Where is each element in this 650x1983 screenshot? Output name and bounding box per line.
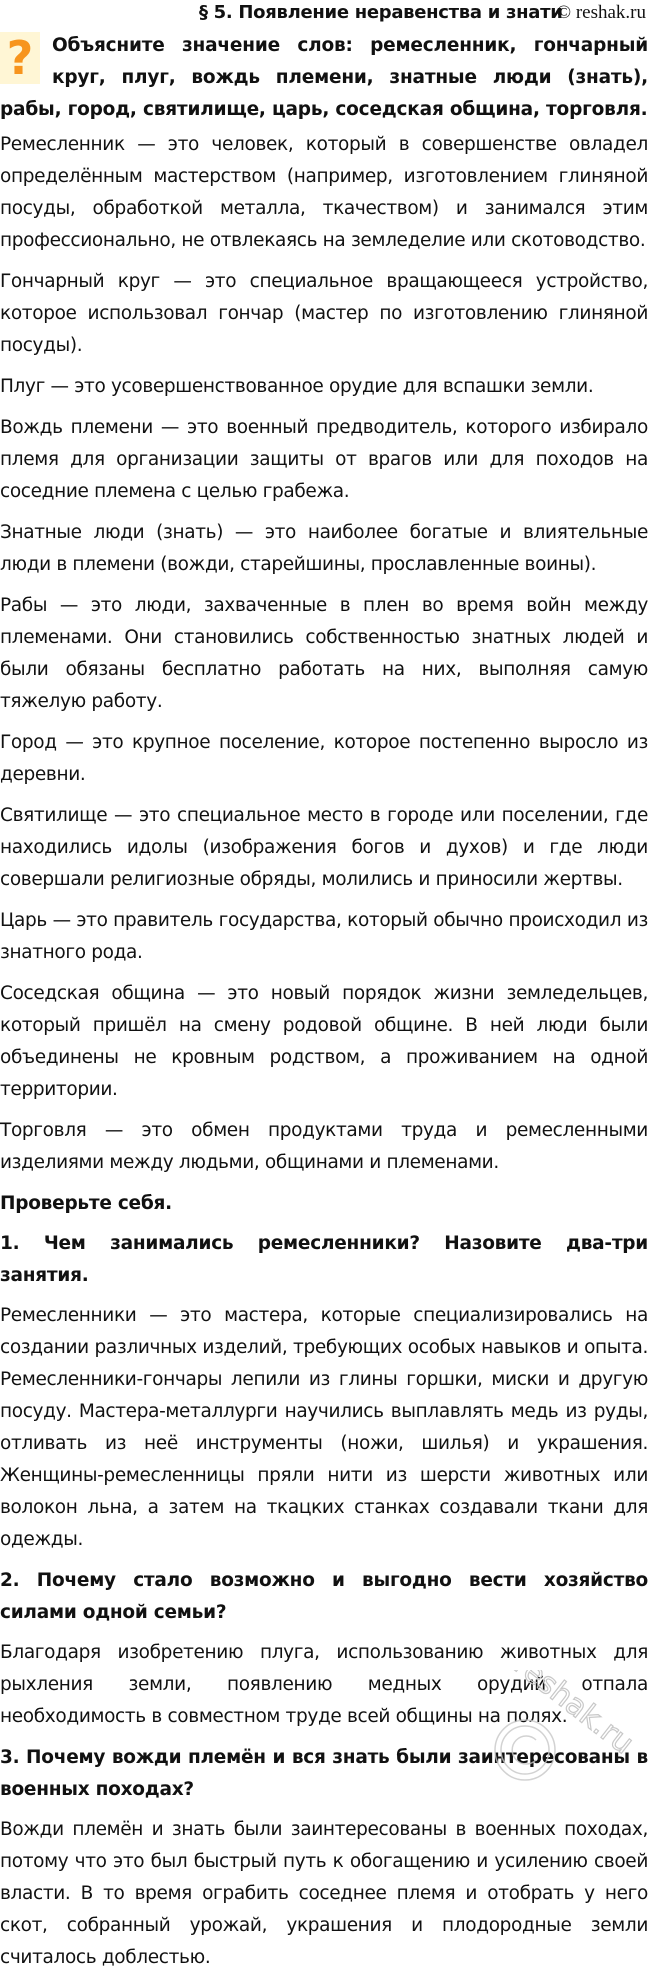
check-yourself-heading: Проверьте себя. <box>0 1193 172 1214</box>
section-title: § 5. Появление неравенства и знати <box>199 2 563 23</box>
answer-body <box>0 129 648 1983</box>
definition-potters-wheel: Гончарный круг — это специальное вращающееся устройство, которое использовал гончар (мастер по изготовлению глиняной посуды). <box>0 271 648 356</box>
task-prompt <box>0 30 648 126</box>
svg-text:reshak.ru: reshak.ru <box>507 1670 641 1762</box>
answer-1: Ремесленники — это мастера, которые специализировались на создании различных изделий, требующих особых навыков и опыта. Ремесленники-гончары лепили из глины горшки, миски и другую посуду. Мастера-металлурги научились выплавлять медь из руды, отливать из неё инструменты (ножи, шилья) и украшения. Женщины-ремесленницы пряли нити из шерсти животных или волокон льна, а затем на ткацких станках создавали ткани для одежды. <box>0 1305 648 1550</box>
answer-3: Вожди племён и знать были заинтересованы в военных походах, потому что это был быстрый путь к обогащению и усилению своей власти. В то время ограбить соседнее племя и отобрать у него скот, собранный урожай, украшения и плодородные земли считалось доблестью. <box>0 1819 648 1968</box>
question-1: 1. Чем занимались ремесленники? Назовите два-три занятия. <box>0 1233 648 1286</box>
definition-neighbour-community: Соседская община — это новый порядок жизни земледельцев, который пришёл на смену родовой общине. В ней люди были объединены не кровным родством, а проживанием на одной территории. <box>0 983 648 1100</box>
definition-plough: Плуг — это усовершенствованное орудие для вспашки земли. <box>0 376 594 397</box>
page-header <box>0 2 650 28</box>
question-2: 2. Почему стало возможно и выгодно вести хозяйство силами одной семьи? <box>0 1570 648 1623</box>
task-text: Объясните значение слов: ремесленник, гончарный круг, плуг, вождь племени, знатные люди (знать), рабы, город, святилище, царь, соседская община, торговля. <box>0 35 648 120</box>
definition-sanctuary: Святилище — это специальное место в городе или поселении, где находились идолы (изображения богов и духов) и где люди совершали религиозные обряды, молились и приносили жертвы. <box>0 805 648 890</box>
definition-city: Город — это крупное поселение, которое постепенно выросло из деревни. <box>0 732 648 785</box>
definition-king: Царь — это правитель государства, который обычно происходил из знатного рода. <box>0 910 648 963</box>
question-3: 3. Почему вожди племён и вся знать были заинтересованы в военных походах? <box>0 1747 648 1800</box>
definition-nobility: Знатные люди (знать) — это наиболее богатые и влиятельные люди в племени (вожди, старейшины, прославленные воины). <box>0 522 648 575</box>
question-glyph: ? <box>6 31 34 85</box>
definition-tribal-chief: Вождь племени — это военный предводитель, которого избирало племя для организации защиты от врагов или для походов на соседние племена с целью грабежа. <box>0 417 648 502</box>
copyright-label: © reshak.ru <box>556 2 646 23</box>
definition-slaves: Рабы — это люди, захваченные в плен во время войн между племенами. Они становились собственностью знатных людей и были обязаны бесплатно работать на них, выполняя самую тяжелую работу. <box>0 595 648 712</box>
icon-spacer <box>0 30 52 90</box>
definition-trade: Торговля — это обмен продуктами труда и ремесленными изделиями между людьми, общинами и племенами. <box>0 1120 648 1173</box>
definition-craftsman: Ремесленник — это человек, который в совершенстве овладел определённым мастерством (например, изготовлением глиняной посуды, обработкой металла, ткачеством) и занимался этим профессионально, не отвлекаясь на земледелие или скотоводство. <box>0 134 648 251</box>
answer-2: Благодаря изобретению плуга, использованию животных для рыхления земли, появлению медных орудий отпала необходимость в совместном труде всей общины на полях. <box>0 1642 648 1727</box>
